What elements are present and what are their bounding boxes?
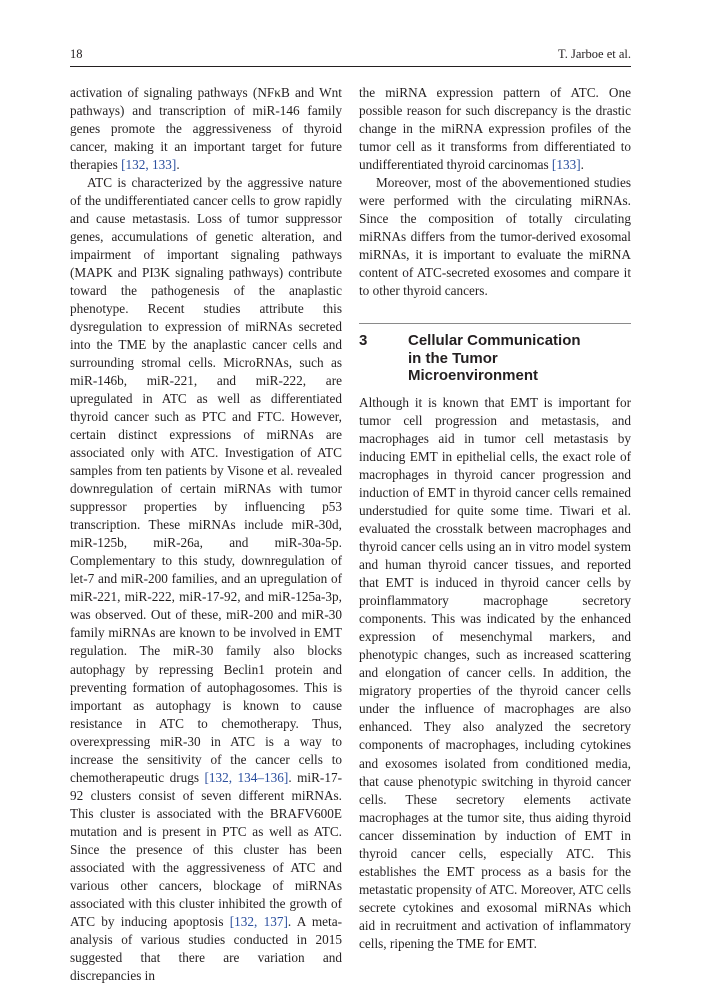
paragraph: [70, 84, 342, 174]
paragraph: [359, 84, 631, 174]
paragraph: Although it is known that EMT is important for tumor cell progression and metastasis, and macrophages aid in tumor cell metastasis by inducing EMT in epithelial cells, the exact role of macrophages in thyroid cancer progression and induction of EMT in thyroid cancer cells remained understudied for quite some time. Tiwari et al. evaluated the crosstalk between macrophages and thyroid cancer cells using an in vitro model system and human thyroid cancer tissues, and reported that EMT is induced in thyroid cancer cells by proinflammatory macrophage secretory components. This was indicated by the enhanced expression of mesenchymal markers, and phenotypic changes, such as increased scattering and elongation of cancer cells. In addition, the migratory properties of the thyroid cancer cells under the influence of macrophages are also enhanced. They also analyzed the secretory components of macrophages, including cytokines and exosomes isolated from conditioned media, that cause phenotypic switching in thyroid cancer cells. These secretory elements activate macrophages at the tumor site, thus aiding thyroid cancer dissemination by induction of EMT in thyroid cancer cells, especially ATC. This establishes the EMT process as a basis for the metastatic propensity of ATC. Moreover, ATC cells secrete cytokines and exosomal miRNAs which aid in recruitment and activation of inflammatory cells, ripening the TME for EMT.: [359, 395, 631, 951]
body-text: ATC is characterized by the aggressive nature of the undifferentiated cancer cells to grow rapidly and cause metastasis. Loss of tumor suppressor genes, accumulations of genetic alteration, and impairment of important signaling pathways (MAPK and PI3K signaling pathways) contribute toward the pathogenesis of the anaplastic phenotype. Recent studies attribute this dysregulation to expression of miRNAs secreted into the TME by the anaplastic cancer cells and surrounding stromal cells. MicroRNAs, such as miR-146b, miR-221, and miR-222, are upregulated in ATC as well as differentiated thyroid cancer such as PTC and FTC. However, certain distinct expressions of miRNAs are associated only with ATC. Investigation of ATC samples from ten patients by Visone et al. revealed downregulation of certain miRNAs with tumor suppressor properties by influencing p53 transcription. These miRNAs include miR-30d, miR-125b, miR-26a, and miR-30a-5p. Complementary to this study, downregulation of let-7 and miR-200 families, and an upregulation of miR-221, miR-222, miR-17-92, and miR-125a-3p, was observed. Out of these, miR-200 and miR-30 family miRNAs are known to be involved in EMT regulation. The miR-30 family also blocks autophagy by repressing Beclin1 protein and preventing formation of autophagosomes. This is important as autophagy is known to cause resistance in ATC to chemotherapy. Thus, overexpressing miR-30 in ATC is a way to increase the sensitivity of the cancer cells to chemotherapeutic drugs: [70, 175, 342, 785]
section-title: [408, 332, 608, 385]
running-head: T. Jarboe et al.: [558, 47, 631, 61]
citation-link[interactable]: [132, 137]: [229, 913, 288, 929]
citation-link[interactable]: [132, 133]: [121, 157, 177, 173]
body-text: the miRNA expression pattern of ATC. One possible reason for such discrepancy is the drastic change in the miRNA expression profiles of the tumor cell as it transforms from differentiated to undifferentiated thyroid carcinomas: [359, 85, 631, 173]
paragraph: [70, 174, 342, 985]
right-column: [359, 84, 631, 953]
section-number: 3: [359, 332, 368, 350]
page-number: 18: [70, 47, 83, 61]
section-heading: [359, 332, 631, 394]
body-text: .: [176, 157, 180, 173]
citation-link[interactable]: [133]: [551, 157, 581, 173]
section-title-line: Cellular Communication: [408, 332, 581, 350]
citation-link[interactable]: [132, 134–136]: [204, 769, 289, 785]
section-title-line: Microenvironment: [408, 367, 539, 385]
section-divider: [359, 323, 631, 324]
header-rule: [70, 66, 631, 67]
body-text: . miR-17-92 clusters consist of seven different miRNAs. This cluster is associated with the BRAFV600E mutation and is present in PTC as well as ATC. Since the presence of this cluster has been associated with the aggressiveness of ATC and various other cancers, blockage of miRNAs associated with this cluster inhibited the growth of ATC by inducing apoptosis: [70, 769, 342, 929]
page-header: [70, 47, 631, 65]
body-text: .: [580, 157, 584, 173]
left-column: [70, 84, 342, 985]
body-text: . A meta-analysis of various studies conducted in 2015 suggested that there are variation and discrepancies in: [70, 913, 342, 983]
paragraph: Moreover, most of the abovementioned studies were performed with the circulating miRNAs. Since the composition of totally circulating miRNAs differs from the tumor-derived exosomal miRNAs, it is important to evaluate the miRNA content of ATC-secreted exosomes and compare it to other thyroid cancers.: [359, 175, 631, 299]
body-text: activation of signaling pathways (NFκB and Wnt pathways) and transcription of miR-146 family genes promote the aggressiveness of thyroid cancer, making it an important target for future therapies: [70, 85, 342, 173]
section-title-line: in the Tumor: [408, 349, 498, 367]
